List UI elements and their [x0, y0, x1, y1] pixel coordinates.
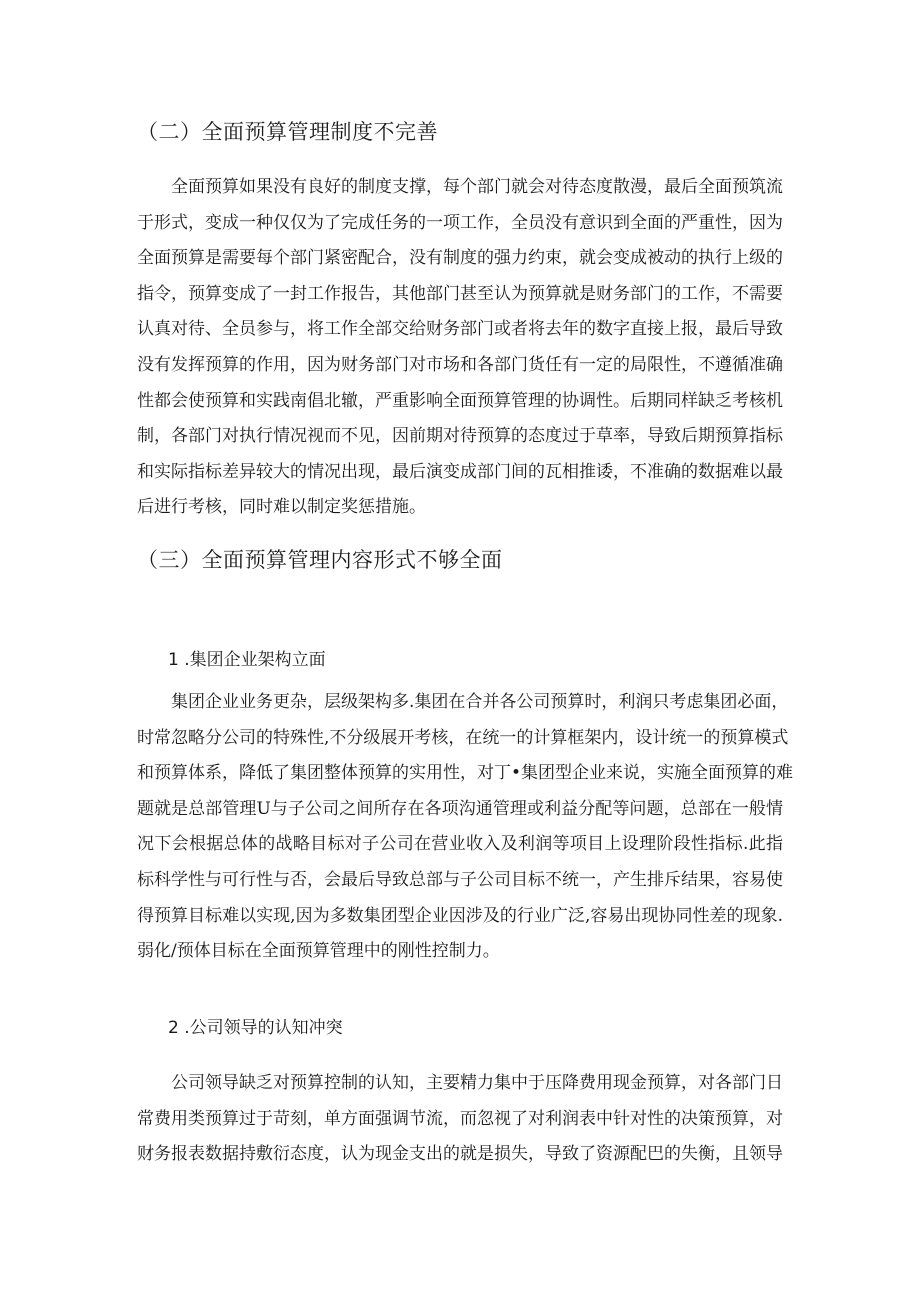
subsection-title-1: 1 .集团企业架构立面 [168, 650, 326, 670]
section-heading-3: （三）全面预算管理内容形式不够全面 [137, 548, 503, 572]
text-line: 财务报表数据持敷衍态度，认为现金支出的就是损失，导致了资源配巴的失衡，且领导 [137, 1144, 783, 1165]
text-line: 没有发挥预算的作用，因为财务部门对市场和各部门货任有一定的局限性，不遵循准确 [137, 354, 783, 375]
text-line: 全面预算如果没有良好的制度支撑，每个部门就会对待态度散漫，最后全面预筑流 [171, 177, 783, 197]
text-line: 弱化/预体目标在全面预算管理中的刚性控制力。 [137, 941, 500, 962]
text-line: 况下会根据总体的战略目标对子公司在营业收入及利润等项目上设理阶段性指标.此指 [137, 834, 783, 855]
text-line: 常费用类预算过于苛刻，单方面强调节流，而忽视了对利润表中针对性的决策预算，对 [137, 1108, 783, 1129]
text-line: 于形式，变成一种仅仅为了完成任务的一项工作，全员没有意识到全面的严重性，因为 [137, 212, 783, 233]
text-line: 制，各部门对执行情况视而不见，因前期对待预算的态度过于草率，导致后期预算指标 [137, 426, 783, 447]
subsection-2-paragraph [137, 1066, 783, 1173]
text-line: 指令，预算变成了一封工作报告，其他部门甚至认为预算就是财务部门的工作，不需要 [137, 283, 783, 304]
text-line: 公司领导缺乏对预算控制的认知，主要精力集中于压降费用现金预算，对各部门日 [171, 1073, 783, 1093]
section-2-paragraph [137, 170, 783, 526]
text-line: 后进行考核，同时难以制定奖惩措施。 [137, 497, 426, 518]
text-line: 得预算目标难以实现,因为多数集团型企业因涉及的行业广泛,容易出现协同性差的现象. [137, 905, 783, 926]
subsection-1-paragraph [137, 685, 794, 970]
text-line: 和预算体系，降低了集团整体预算的实用性，对丁•集团型企业来说，实施全面预算的难 [137, 763, 794, 784]
text-line: 标科学性与可行性与否，会最后导致总部与子公司目标不统一，产生排斥结果，容易使 [137, 869, 783, 890]
text-line: 和实际指标差异较大的情况出现，最后演变成部门间的瓦相推诿，不准确的数据难以最 [137, 461, 783, 482]
subsection-title-2: 2 .公司领导的认知冲突 [168, 1018, 343, 1038]
section-heading-2: （二）全面预算管理制度不完善 [137, 120, 438, 144]
text-line: 集团企业业务更杂，层级架构多.集团在合并各公司预算时，利润只考虑集团必面， [171, 692, 789, 712]
text-line: 认真对待、全员参与，将工作全部交给财务部门或者将去年的数字直接上报，最后导致 [137, 319, 783, 340]
text-line: 题就是总部管理U与子公司之间所存在各项沟通管理或利益分配等问题，总部在一般情 [137, 798, 783, 819]
text-line: 时常忽略分公司的特殊性,不分级展开考核，在统一的计算框架内，设计统一的预算模式 [137, 727, 789, 748]
text-line: 全面预算是需要每个部门紧密配合，没有制度的强力约束，就会变成被动的执行上级的 [137, 248, 783, 269]
text-line: 性都会使预算和实践南倡北辙，严重影响全面预算管理的协调性。后期同样缺乏考核机 [137, 390, 783, 411]
